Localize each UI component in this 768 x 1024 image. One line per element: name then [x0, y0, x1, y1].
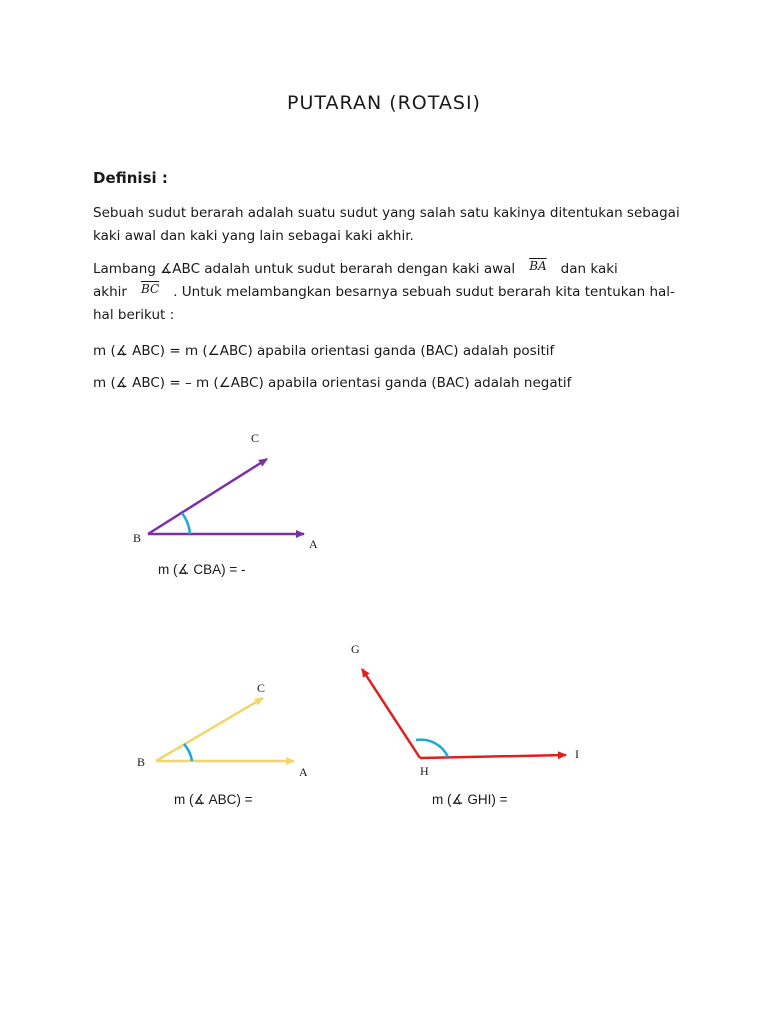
figure1-caption: m (∡ CBA) = -: [158, 562, 246, 577]
figure1-angle-arc: [182, 513, 190, 534]
vector-bc: $\overline{BC}$: [140, 282, 160, 296]
figure2-label-c: C: [257, 681, 266, 695]
notation-text-3: . Untuk melambangkan besarnya sebuah sudut berarah kita tentukan hal-hal berikut :: [93, 284, 675, 323]
figure3-angle: [362, 669, 566, 758]
figure2-label-a: A: [299, 765, 308, 779]
definition-heading: Definisi :: [93, 169, 168, 187]
figure1-label-b: B: [133, 531, 142, 545]
vector-ba: $\overline{BA}$: [529, 259, 547, 273]
figure2-caption: m (∡ ABC) =: [174, 792, 253, 807]
rule-negative: m (∡ ABC) = – m (∠ABC) apabila orientasi ganda (BAC) adalah negatif: [93, 375, 572, 391]
figure3-label-g: G: [351, 642, 360, 656]
figure3-caption: m (∡ GHI) =: [432, 792, 508, 807]
figure2-ray-bc: [156, 698, 263, 761]
figure3-ray-hi: [420, 755, 566, 758]
definition-paragraph: Sebuah sudut berarah adalah suatu sudut yang salah satu kakinya ditentukan sebagai kaki awal dan kaki yang lain sebagai kaki akhir.: [93, 205, 680, 244]
figure1-angle: [148, 459, 304, 534]
figure2-label-b: B: [137, 755, 146, 769]
figure3-ray-hg: [362, 669, 420, 758]
figure1-label-c: C: [251, 431, 260, 445]
figure1-label-a: A: [309, 537, 318, 551]
notation-text-1: Lambang ∡ABC adalah untuk sudut berarah dengan kaki awal: [93, 261, 516, 277]
rule-positive: m (∡ ABC) = m (∠ABC) apabila orientasi ganda (BAC) adalah positif: [93, 343, 555, 359]
figure2-angle-arc: [184, 744, 192, 761]
figure2-angle: [156, 698, 294, 761]
notation-text-2: dan kaki akhir: [93, 261, 618, 300]
page-title: PUTARAN (ROTASI): [287, 92, 481, 114]
figure3-label-h: H: [420, 764, 429, 778]
figure3-label-i: I: [575, 747, 579, 761]
figure3-angle-arc: [416, 740, 448, 757]
figure1-ray-bc: [148, 459, 267, 534]
